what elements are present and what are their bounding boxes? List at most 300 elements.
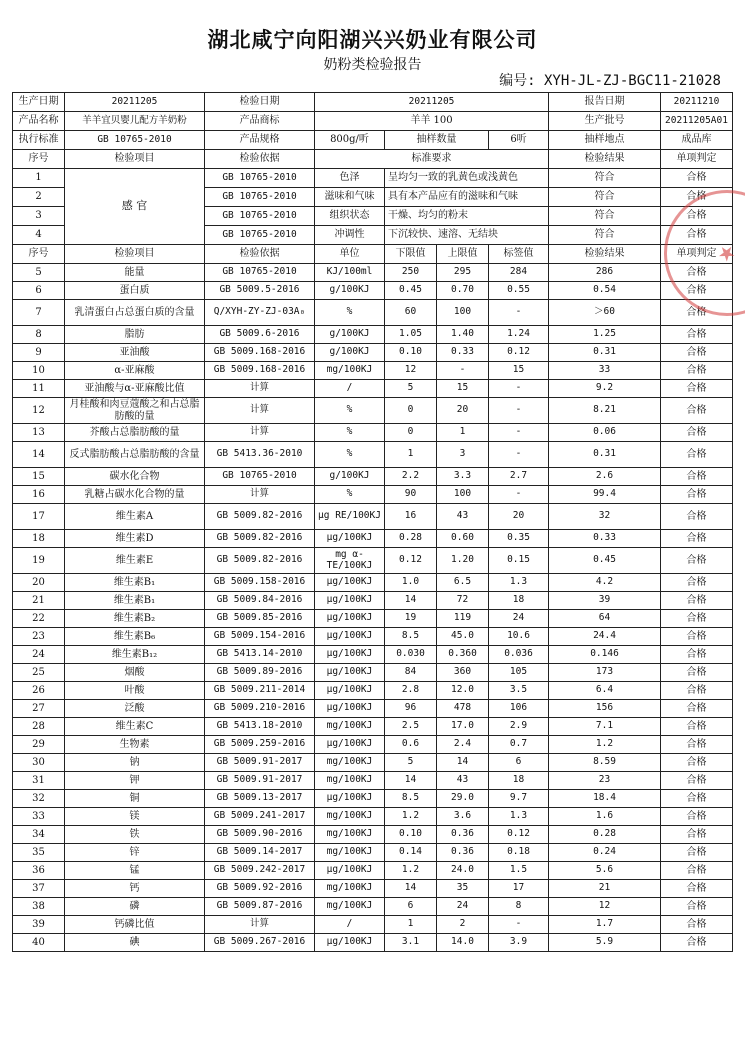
header-cell: 标签值 [489,245,549,264]
info-row [13,131,733,150]
item-cell: 碘 [65,934,205,952]
basis-cell: GB 5009.168-2016 [205,362,315,380]
requirement-cell: 干燥、均匀的粉末 [385,207,549,226]
judge-cell: 合格 [661,169,733,188]
upper-limit-cell: 24.0 [437,862,489,880]
lower-limit-cell: 2.5 [385,718,437,736]
basis-cell: GB 5009.90-2016 [205,826,315,844]
basis-cell: 计算 [205,486,315,504]
basis-cell: GB 5009.158-2016 [205,574,315,592]
lower-limit-cell: 2.2 [385,468,437,486]
requirement-cell: 下沉较快、速溶、无结块 [385,226,549,245]
upper-limit-cell: 295 [437,264,489,282]
row-number: 13 [13,424,65,442]
upper-limit-cell: 0.60 [437,530,489,548]
batch-value: 20211205A01 [661,112,733,131]
lower-limit-cell: 0.030 [385,646,437,664]
product-name-label: 产品名称 [13,112,65,131]
unit-cell: μg/100KJ [315,530,385,548]
upper-limit-cell: 119 [437,610,489,628]
lower-limit-cell: 0.10 [385,826,437,844]
result-cell: 符合 [549,207,661,226]
item-cell: 锰 [65,862,205,880]
label-value-cell: - [489,300,549,326]
label-value-cell: 10.6 [489,628,549,646]
table-row [13,754,733,772]
judge-cell: 合格 [661,468,733,486]
unit-cell: / [315,380,385,398]
brand-label: 产品商标 [205,112,315,131]
result-cell: 9.2 [549,380,661,398]
inspect-date-label: 检验日期 [205,93,315,112]
table-row [13,424,733,442]
row-number: 5 [13,264,65,282]
lower-limit-cell: 16 [385,504,437,530]
table-row [13,326,733,344]
header-cell: 检验结果 [549,245,661,264]
nutrient-header-row [13,245,733,264]
item-cell: 生物素 [65,736,205,754]
upper-limit-cell: 3.3 [437,468,489,486]
label-value-cell: 0.7 [489,736,549,754]
item-cell: 维生素B₆ [65,628,205,646]
upper-limit-cell: 14.0 [437,934,489,952]
table-row [13,530,733,548]
basis-cell: GB 5009.259-2016 [205,736,315,754]
row-number: 36 [13,862,65,880]
basis-cell: GB 5009.154-2016 [205,628,315,646]
item-cell: 维生素B₂ [65,610,205,628]
row-number: 22 [13,610,65,628]
judge-cell: 合格 [661,664,733,682]
basis-cell: GB 5009.91-2017 [205,772,315,790]
label-value-cell: 2.9 [489,718,549,736]
row-number: 10 [13,362,65,380]
lower-limit-cell: 3.1 [385,934,437,952]
basis-cell: GB 10765-2010 [205,207,315,226]
basis-cell: 计算 [205,398,315,424]
table-row [13,592,733,610]
table-row [13,264,733,282]
judge-cell: 合格 [661,772,733,790]
basis-cell: 计算 [205,916,315,934]
batch-label: 生产批号 [549,112,661,131]
result-cell: 0.31 [549,344,661,362]
table-row [13,898,733,916]
item-cell: 能量 [65,264,205,282]
table-row [13,398,733,424]
unit-cell: μg/100KJ [315,646,385,664]
table-row [13,574,733,592]
unit-cell: mg/100KJ [315,362,385,380]
lower-limit-cell: 0.28 [385,530,437,548]
judge-cell: 合格 [661,826,733,844]
report-date-label: 报告日期 [549,93,661,112]
item-cell: 烟酸 [65,664,205,682]
basis-cell: GB 5009.82-2016 [205,504,315,530]
label-value-cell: - [489,916,549,934]
item-cell: 维生素D [65,530,205,548]
unit-cell: mg α-TE/100KJ [315,548,385,574]
unit-cell: μg/100KJ [315,700,385,718]
item-cell: 锌 [65,844,205,862]
basis-cell: GB 5413.14-2010 [205,646,315,664]
judge-cell: 合格 [661,682,733,700]
item-cell: 泛酸 [65,700,205,718]
result-cell: 23 [549,772,661,790]
row-number: 20 [13,574,65,592]
table-row [13,862,733,880]
row-number: 12 [13,398,65,424]
row-number: 6 [13,282,65,300]
unit-cell: mg/100KJ [315,808,385,826]
item-cell: 铁 [65,826,205,844]
unit-cell: % [315,442,385,468]
header-cell: 检验依据 [205,150,315,169]
label-value-cell: 1.5 [489,862,549,880]
item-cell: 钙磷比值 [65,916,205,934]
row-number: 40 [13,934,65,952]
label-value-cell: - [489,442,549,468]
header-cell: 单位 [315,245,385,264]
lower-limit-cell: 0.6 [385,736,437,754]
table-row [13,380,733,398]
upper-limit-cell: - [437,362,489,380]
basis-cell: GB 5009.13-2017 [205,790,315,808]
row-number: 3 [13,207,65,226]
header-cell: 序号 [13,150,65,169]
judge-cell: 合格 [661,226,733,245]
upper-limit-cell: 29.0 [437,790,489,808]
upper-limit-cell: 100 [437,300,489,326]
unit-cell: % [315,300,385,326]
result-cell: 0.33 [549,530,661,548]
judge-cell: 合格 [661,344,733,362]
table-row [13,486,733,504]
unit-cell: g/100KJ [315,468,385,486]
result-cell: 符合 [549,226,661,245]
basis-cell: GB 5009.92-2016 [205,880,315,898]
spec-value: 800g/听 [315,131,385,150]
label-value-cell: 20 [489,504,549,530]
sample-place-value: 成品库 [661,131,733,150]
result-cell: 5.6 [549,862,661,880]
standard-label: 执行标准 [13,131,65,150]
upper-limit-cell: 3 [437,442,489,468]
inspection-table [12,92,733,952]
lower-limit-cell: 0 [385,424,437,442]
result-cell: 64 [549,610,661,628]
item-cell: 镁 [65,808,205,826]
table-row [13,282,733,300]
lower-limit-cell: 14 [385,880,437,898]
item-cell: 维生素A [65,504,205,530]
judge-cell: 合格 [661,700,733,718]
upper-limit-cell: 2 [437,916,489,934]
item-cell: 钙 [65,880,205,898]
row-number: 21 [13,592,65,610]
row-number: 9 [13,344,65,362]
result-cell: 21 [549,880,661,898]
result-cell: 99.4 [549,486,661,504]
lower-limit-cell: 19 [385,610,437,628]
lower-limit-cell: 0.45 [385,282,437,300]
label-value-cell: 8 [489,898,549,916]
result-cell: 1.7 [549,916,661,934]
label-value-cell: 3.9 [489,934,549,952]
label-value-cell: 0.18 [489,844,549,862]
label-value-cell: 0.12 [489,826,549,844]
upper-limit-cell: 0.70 [437,282,489,300]
basis-cell: GB 5009.84-2016 [205,592,315,610]
row-number: 39 [13,916,65,934]
unit-cell: mg/100KJ [315,718,385,736]
judge-cell: 合格 [661,504,733,530]
judge-cell: 合格 [661,486,733,504]
upper-limit-cell: 15 [437,380,489,398]
lower-limit-cell: 5 [385,754,437,772]
table-row [13,682,733,700]
upper-limit-cell: 0.33 [437,344,489,362]
unit-cell: μg/100KJ [315,628,385,646]
label-value-cell: 24 [489,610,549,628]
unit-cell: KJ/100ml [315,264,385,282]
row-number: 26 [13,682,65,700]
basis-cell: GB 5009.85-2016 [205,610,315,628]
basis-cell: GB 5009.267-2016 [205,934,315,952]
basis-cell: GB 5009.241-2017 [205,808,315,826]
basis-cell: 计算 [205,424,315,442]
company-title: 湖北咸宁向阳湖兴兴奶业有限公司 [207,27,538,52]
basis-cell: GB 5009.82-2016 [205,548,315,574]
judge-cell: 合格 [661,574,733,592]
item-cell: 脂肪 [65,326,205,344]
label-value-cell: 18 [489,592,549,610]
upper-limit-cell: 2.4 [437,736,489,754]
sensory-row [13,169,733,188]
row-number: 34 [13,826,65,844]
header-cell: 单项判定 [661,150,733,169]
table-row [13,362,733,380]
unit-cell: mg/100KJ [315,844,385,862]
unit-cell: g/100KJ [315,282,385,300]
sensory-header-row [13,150,733,169]
basis-cell: GB 5413.18-2010 [205,718,315,736]
unit-cell: μg/100KJ [315,862,385,880]
basis-cell: GB 5009.91-2017 [205,754,315,772]
upper-limit-cell: 43 [437,772,489,790]
judge-cell: 合格 [661,844,733,862]
attribute-cell: 组织状态 [315,207,385,226]
product-name-value: 羊羊宜贝婴儿配方羊奶粉 [65,112,205,131]
result-cell: 符合 [549,188,661,207]
item-cell: 乳清蛋白占总蛋白质的含量 [65,300,205,326]
spec-label: 产品规格 [205,131,315,150]
result-cell: 0.146 [549,646,661,664]
upper-limit-cell: 1.20 [437,548,489,574]
table-row [13,808,733,826]
item-cell: 维生素B₁ [65,592,205,610]
standard-value: GB 10765-2010 [65,131,205,150]
table-row [13,646,733,664]
item-cell: 反式脂肪酸占总脂肪酸的含量 [65,442,205,468]
item-cell: α-亚麻酸 [65,362,205,380]
basis-cell: Q/XYH-ZY-ZJ-03A₀ [205,300,315,326]
label-value-cell: 3.5 [489,682,549,700]
item-cell: 维生素C [65,718,205,736]
row-number: 28 [13,718,65,736]
sensory-group-label: 感 官 [65,169,205,245]
lower-limit-cell: 96 [385,700,437,718]
basis-cell: 计算 [205,380,315,398]
result-cell: 1.6 [549,808,661,826]
row-number: 32 [13,790,65,808]
upper-limit-cell: 0.36 [437,826,489,844]
judge-cell: 合格 [661,934,733,952]
result-cell: 0.24 [549,844,661,862]
row-number: 27 [13,700,65,718]
table-row [13,300,733,326]
unit-cell: mg/100KJ [315,772,385,790]
row-number: 23 [13,628,65,646]
unit-cell: mg/100KJ [315,754,385,772]
lower-limit-cell: 12 [385,362,437,380]
row-number: 2 [13,188,65,207]
table-row [13,664,733,682]
upper-limit-cell: 72 [437,592,489,610]
table-row [13,700,733,718]
judge-cell: 合格 [661,188,733,207]
table-row [13,790,733,808]
result-cell: 156 [549,700,661,718]
basis-cell: GB 5009.5-2016 [205,282,315,300]
label-value-cell: - [489,424,549,442]
table-row [13,844,733,862]
basis-cell: GB 5009.168-2016 [205,344,315,362]
lower-limit-cell: 1.0 [385,574,437,592]
basis-cell: GB 10765-2010 [205,264,315,282]
unit-cell: μg/100KJ [315,934,385,952]
basis-cell: GB 5009.82-2016 [205,530,315,548]
upper-limit-cell: 14 [437,754,489,772]
header-cell: 序号 [13,245,65,264]
row-number: 11 [13,380,65,398]
lower-limit-cell: 60 [385,300,437,326]
row-number: 31 [13,772,65,790]
lower-limit-cell: 14 [385,772,437,790]
unit-cell: mg/100KJ [315,826,385,844]
row-number: 25 [13,664,65,682]
lower-limit-cell: 90 [385,486,437,504]
attribute-cell: 色泽 [315,169,385,188]
lower-limit-cell: 1.05 [385,326,437,344]
judge-cell: 合格 [661,610,733,628]
attribute-cell: 滋味和气味 [315,188,385,207]
judge-cell: 合格 [661,442,733,468]
label-value-cell: 284 [489,264,549,282]
upper-limit-cell: 100 [437,486,489,504]
result-cell: 5.9 [549,934,661,952]
judge-cell: 合格 [661,592,733,610]
judge-cell: 合格 [661,424,733,442]
result-cell: 0.31 [549,442,661,468]
label-value-cell: - [489,380,549,398]
result-cell: 7.1 [549,718,661,736]
judge-cell: 合格 [661,754,733,772]
judge-cell: 合格 [661,808,733,826]
basis-cell: GB 5009.87-2016 [205,898,315,916]
item-cell: 亚油酸 [65,344,205,362]
basis-cell: GB 5009.242-2017 [205,862,315,880]
upper-limit-cell: 20 [437,398,489,424]
judge-cell: 合格 [661,862,733,880]
report-date-value: 20211210 [661,93,733,112]
lower-limit-cell: 2.8 [385,682,437,700]
upper-limit-cell: 35 [437,880,489,898]
lower-limit-cell: 1 [385,916,437,934]
label-value-cell: 0.55 [489,282,549,300]
unit-cell: μg/100KJ [315,682,385,700]
unit-cell: % [315,486,385,504]
prod-date-label: 生产日期 [13,93,65,112]
table-row [13,826,733,844]
judge-cell: 合格 [661,362,733,380]
label-value-cell: 106 [489,700,549,718]
result-cell: ＞60 [549,300,661,326]
inspect-date-value: 20211205 [315,93,549,112]
label-value-cell: - [489,398,549,424]
result-cell: 33 [549,362,661,380]
item-cell: 钾 [65,772,205,790]
table-row [13,628,733,646]
row-number: 15 [13,468,65,486]
judge-cell: 合格 [661,718,733,736]
judge-cell: 合格 [661,207,733,226]
header-cell: 检验项目 [65,150,205,169]
info-row [13,112,733,131]
item-cell: 维生素B₁₂ [65,646,205,664]
lower-limit-cell: 6 [385,898,437,916]
result-cell: 1.2 [549,736,661,754]
row-number: 7 [13,300,65,326]
lower-limit-cell: 8.5 [385,790,437,808]
row-number: 4 [13,226,65,245]
judge-cell: 合格 [661,548,733,574]
lower-limit-cell: 0.12 [385,548,437,574]
basis-cell: GB 5413.36-2010 [205,442,315,468]
row-number: 30 [13,754,65,772]
upper-limit-cell: 12.0 [437,682,489,700]
header-cell: 单项判定 [661,245,733,264]
result-cell: 0.28 [549,826,661,844]
prod-date-value: 20211205 [65,93,205,112]
item-cell: 月桂酸和肉豆蔻酸之和占总脂肪酸的量 [65,398,205,424]
basis-cell: GB 10765-2010 [205,188,315,207]
result-cell: 0.06 [549,424,661,442]
item-cell: 维生素E [65,548,205,574]
item-cell: 亚油酸与α-亚麻酸比值 [65,380,205,398]
label-value-cell: 2.7 [489,468,549,486]
basis-cell: GB 5009.89-2016 [205,664,315,682]
upper-limit-cell: 478 [437,700,489,718]
requirement-cell: 呈均匀一致的乳黄色或浅黄色 [385,169,549,188]
unit-cell: μg/100KJ [315,664,385,682]
label-value-cell: 105 [489,664,549,682]
judge-cell: 合格 [661,282,733,300]
result-cell: 1.25 [549,326,661,344]
info-row [13,93,733,112]
result-cell: 6.4 [549,682,661,700]
